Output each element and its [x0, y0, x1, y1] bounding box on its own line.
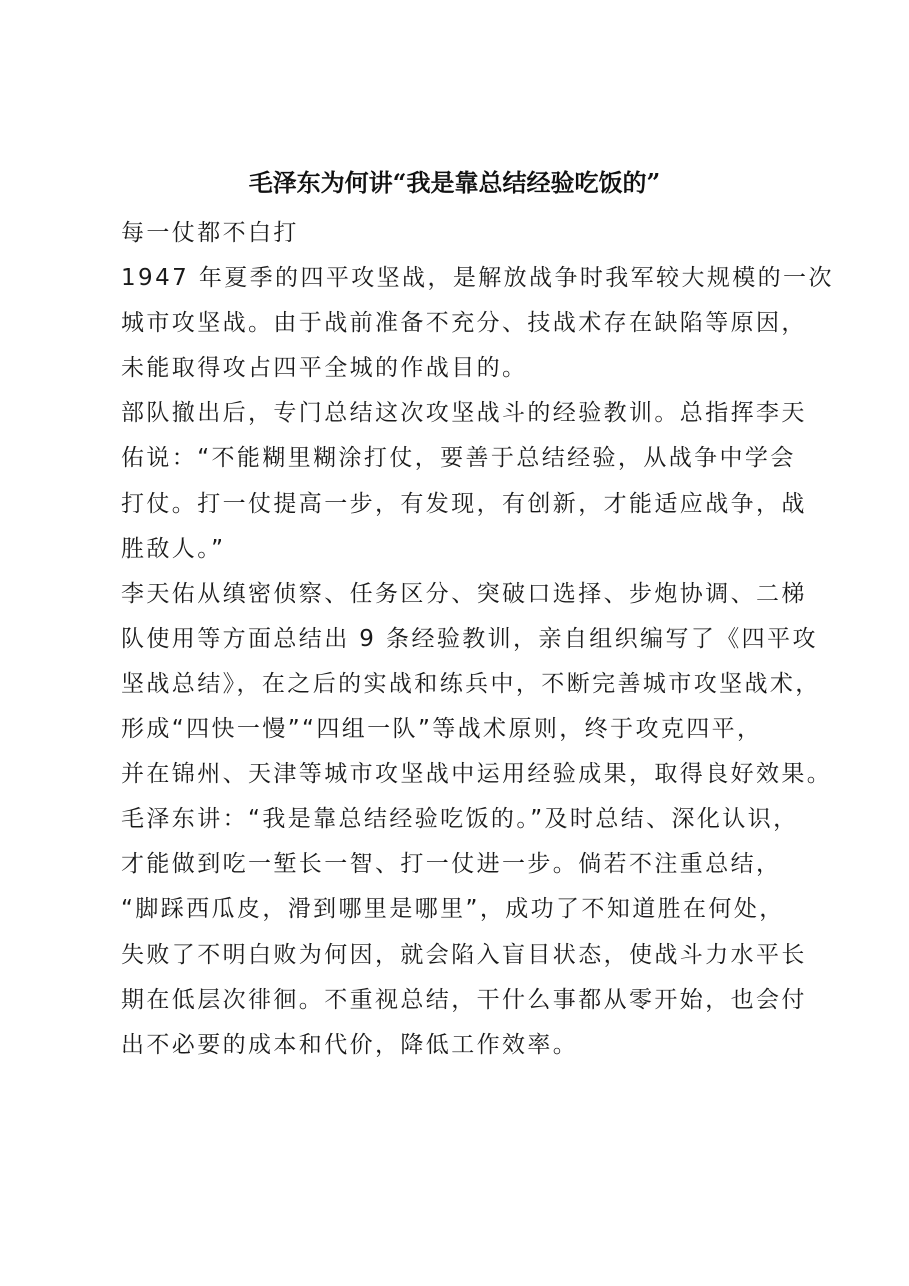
- paragraph-line: 失败了不明白败为何因，就会陷入盲目状态，使战斗力水平长: [121, 941, 807, 968]
- document-title: 毛泽东为何讲“我是靠总结经验吃饭的”: [248, 168, 661, 197]
- paragraph-line: 打仗。打一仗提高一步，有发现，有创新，才能适应战争，战: [121, 490, 807, 517]
- paragraph-line: 胜敌人。”: [121, 535, 226, 562]
- paragraph-line: 部队撤出后，专门总结这次攻坚战斗的经验教训。总指挥李天: [121, 400, 807, 427]
- paragraph-line: 队使用等方面总结出 9 条经验教训，亲自组织编写了《四平攻: [121, 625, 818, 652]
- paragraph-line: 形成“四快一慢”“四组一队”等战术原则，终于攻克四平，: [121, 716, 763, 743]
- section-heading: [121, 211, 821, 256]
- paragraph-line: 期在低层次徘徊。不重视总结，干什么事都从零开始，也会付: [121, 986, 807, 1013]
- paragraph-4: [121, 797, 821, 1068]
- paragraph-line: 佑说：“不能糊里糊涂打仗，要善于总结经验，从战争中学会: [121, 445, 796, 472]
- paragraph-line: 1947 年夏季的四平攻坚战，是解放战争时我军较大规模的一次: [121, 265, 834, 292]
- paragraph-line: 出不必要的成本和代价，降低工作效率。: [121, 1031, 579, 1058]
- paragraph-line: 并在锦州、天津等城市攻坚战中运用经验成果，取得良好效果。: [121, 761, 833, 788]
- paragraph-1: [121, 256, 834, 391]
- paragraph-line: 城市攻坚战。由于战前准备不充分、技战术存在缺陷等原因，: [121, 310, 807, 337]
- paragraph-line: “脚踩西瓜皮，滑到哪里是哪里”，成功了不知道胜在何处，: [121, 896, 785, 923]
- paragraph-3: [121, 572, 833, 797]
- paragraph-line: 毛泽东讲：“我是靠总结经验吃饭的。”及时总结、深化认识，: [121, 806, 799, 833]
- paragraph-line: 坚战总结》，在之后的实战和练兵中，不断完善城市攻坚战术，: [121, 670, 821, 697]
- paragraph-line: 未能取得攻占四平全城的作战目的。: [121, 355, 528, 382]
- paragraph-2: [121, 391, 821, 571]
- document-body: [121, 211, 834, 1068]
- section-heading-text: 每一仗都不白打: [121, 220, 299, 246]
- paragraph-line: 李天佑从缜密侦察、任务区分、突破口选择、步炮协调、二梯: [121, 580, 807, 607]
- paragraph-line: 才能做到吃一堑长一智、打一仗进一步。倘若不注重总结，: [121, 851, 782, 878]
